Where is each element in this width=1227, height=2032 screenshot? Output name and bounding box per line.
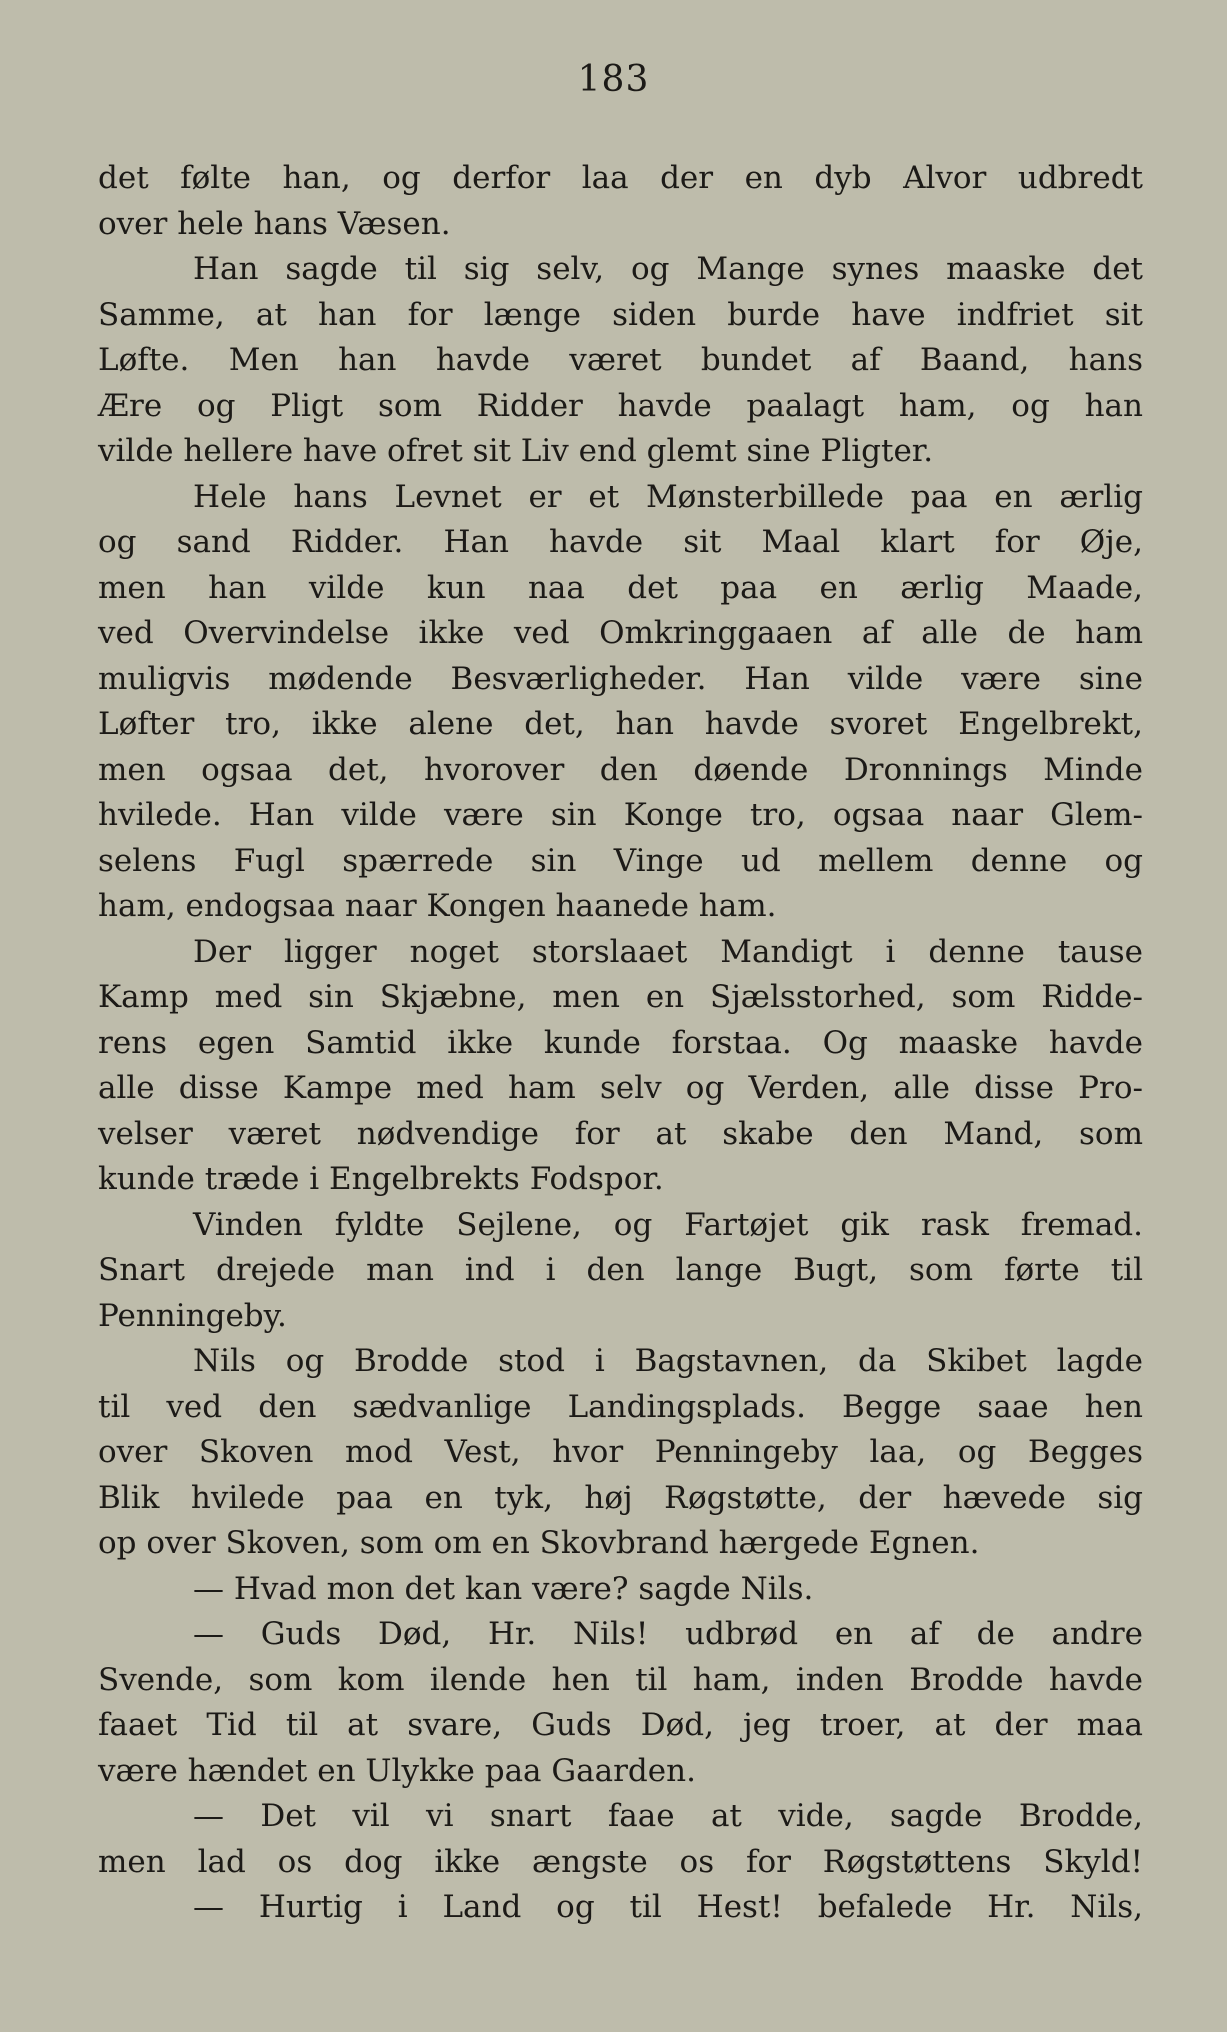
text-line: velser været nødvendige for at skabe den Mand, som: [98, 1115, 1143, 1152]
text-line: selens Fugl spærrede sin Vinge ud mellem denne og: [98, 842, 1143, 879]
text-line: men han vilde kun naa det paa en ærlig Maade,: [98, 569, 1143, 606]
text-line: Løfte. Men han havde været bundet af Baand, hans: [98, 342, 1143, 378]
text-line: op over Skoven, som om en Skovbrand hærgede Egnen.: [98, 1525, 980, 1561]
text-line: men lad os dog ikke ængste os for Røgstøttens Skyld!: [98, 1843, 1143, 1880]
text-line: Kamp med sin Skjæbne, men en Sjælsstorhed, som Ridde-: [98, 979, 1143, 1015]
text-line: Der ligger noget storslaaet Mandigt i denne tause: [193, 933, 1143, 970]
text-line: Hele hans Levnet er et Mønsterbillede paa en ærlig: [193, 478, 1143, 515]
text-line: ved Overvindelse ikke ved Omkringgaaen af alle de ham: [98, 615, 1143, 651]
text-line: Han sagde til sig selv, og Mange synes maaske det: [193, 251, 1143, 287]
text-line: faaet Tid til at svare, Guds Død, jeg troer, at der maa: [98, 1707, 1143, 1743]
text-line: Svende, som kom ilende hen til ham, inden Brodde havde: [98, 1661, 1143, 1698]
text-line: Penningeby.: [98, 1297, 287, 1334]
text-line: — Hurtig i Land og til Hest! befalede Hr. Nils,: [193, 1889, 1143, 1925]
text-line: og sand Ridder. Han havde sit Maal klart for Øje,: [98, 524, 1143, 560]
text-line: hvilede. Han vilde være sin Konge tro, ogsaa naar Glem-: [98, 797, 1143, 833]
text-line: Vinden fyldte Sejlene, og Fartøjet gik rask fremad.: [193, 1206, 1143, 1243]
body-text: [98, 156, 1143, 1931]
text-line: Ære og Pligt som Ridder havde paalagt ham, og han: [98, 387, 1143, 424]
text-line: men ogsaa det, hvorover den døende Dronnings Minde: [98, 751, 1143, 788]
text-line: alle disse Kampe med ham selv og Verden, alle disse Pro-: [98, 1070, 1143, 1106]
text-line: til ved den sædvanlige Landingsplads. Begge saae hen: [98, 1388, 1143, 1425]
text-line: — Guds Død, Hr. Nils! udbrød en af de andre: [193, 1616, 1143, 1652]
text-line: over hele hans Væsen.: [98, 205, 451, 242]
text-line: være hændet en Ulykke paa Gaarden.: [98, 1752, 696, 1789]
text-line: over Skoven mod Vest, hvor Penningeby laa, og Begges: [98, 1434, 1143, 1470]
text-line: Samme, at han for længe siden burde have indfriet sit: [98, 296, 1143, 333]
text-line: det følte han, og derfor laa der en dyb Alvor udbredt: [98, 160, 1143, 196]
text-line: ham, endogsaa naar Kongen haanede ham.: [98, 888, 777, 924]
text-line: — Hvad mon det kan være? sagde Nils.: [193, 1570, 814, 1607]
text-line: Nils og Brodde stod i Bagstavnen, da Skibet lagde: [193, 1343, 1143, 1379]
text-line: Løfter tro, ikke alene det, han havde svoret Engelbrekt,: [98, 706, 1143, 742]
text-line: Blik hvilede paa en tyk, høj Røgstøtte, der hævede sig: [98, 1479, 1143, 1516]
text-line: — Det vil vi snart faae at vide, sagde Brodde,: [193, 1798, 1143, 1834]
page-number: 183: [577, 59, 650, 100]
text-line: Snart drejede man ind i den lange Bugt, som førte til: [98, 1252, 1143, 1288]
text-line: rens egen Samtid ikke kunde forstaa. Og maaske havde: [98, 1024, 1143, 1061]
text-line: muligvis mødende Besværligheder. Han vilde være sine: [98, 660, 1143, 697]
text-line: kunde træde i Engelbrekts Fodspor.: [98, 1161, 664, 1197]
text-line: vilde hellere have ofret sit Liv end glemt sine Pligter.: [98, 433, 934, 469]
